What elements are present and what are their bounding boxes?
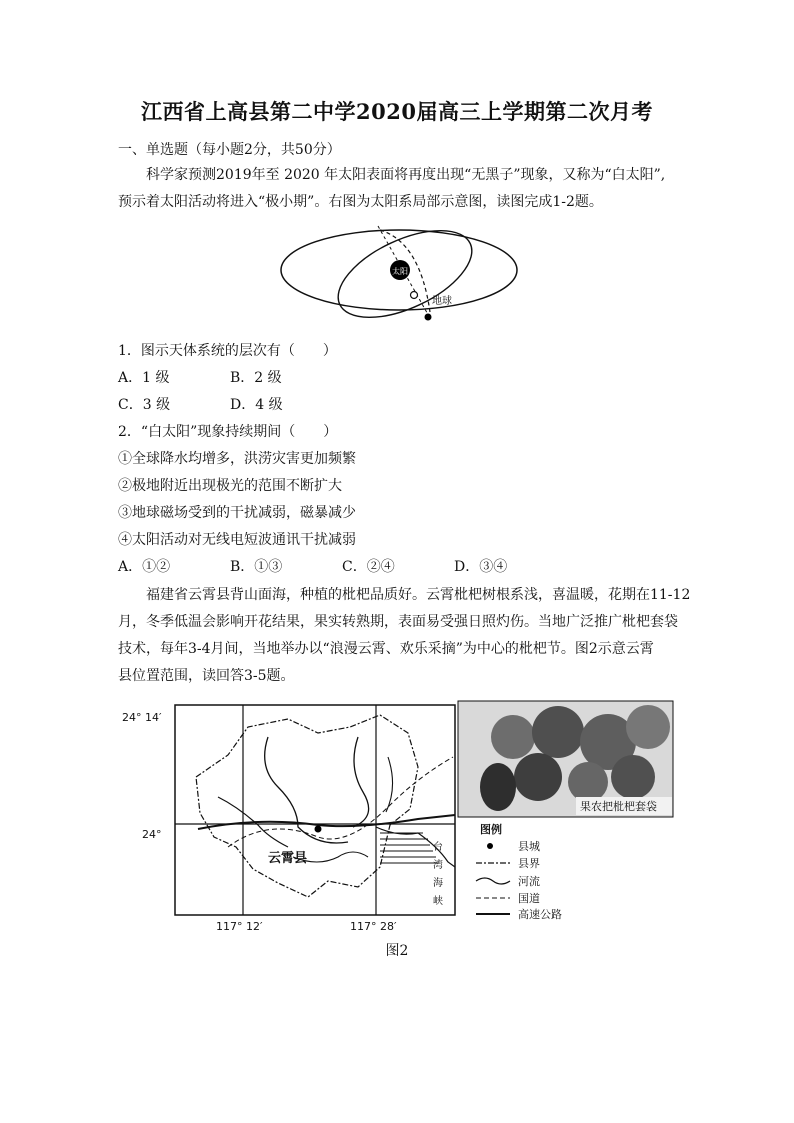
lon-label-right: 117° 28′ [350,920,397,933]
legend-expressway: 高速公路 [518,908,562,921]
lat-label-top: 24° 14′ [122,711,162,724]
legend-national-road: 国道 [518,892,540,905]
lon-label-left: 117° 12′ [216,920,263,933]
page-title: 江西省上高县第二中学2020届高三上学期第二次月考 [141,99,653,124]
planet-marker [411,292,418,299]
strait-char-4: 峡 [433,896,443,907]
q1-option-c: C．3 级 [118,397,171,413]
q2-item-2: ②极地附近出现极光的范围不断扩大 [118,478,342,494]
q2-option-c: C．②④ [342,559,395,575]
county-name-label: 云霄县 [268,851,308,866]
legend-river: 河流 [518,875,540,888]
figure2-caption: 图2 [385,943,409,959]
earth-label: 地球 [432,296,452,307]
legend-title: 图例 [480,823,502,836]
passage2-line3: 技术，每年3-4月间，当地举办以“浪漫云霄、欢乐采摘”为中心的枇杷节。图2示意云霄 [118,641,654,657]
q2-item-3: ③地球磁场受到的干扰减弱，磁暴减少 [118,505,356,521]
legend-county-seat: 县城 [518,840,540,853]
legend-county-seat-symbol [487,843,493,849]
strait-char-2: 湾 [433,860,443,871]
q2-item-4: ④太阳活动对无线电短波通讯干扰减弱 [118,532,356,548]
county-seat-marker [315,826,322,833]
q1-stem: 1．图示天体系统的层次有（ ） [118,343,337,359]
passage2-line4: 县位置范围，读回答3-5题。 [118,668,295,684]
yunxiao-map-figure [118,697,678,935]
passage2-line1: 福建省云霄县背山面海，种植的枇杷品质好。云霄枇杷树根系浅，喜温暖，花期在11-12 [146,587,691,603]
lat-label-mid: 24° [142,828,162,841]
passage2-line2: 月，冬季低温会影响开花结果，果实转熟期，表面易受强日照灼伤。当地广泛推广枇杷套袋 [118,614,678,630]
q2-stem: 2．“白太阳”现象持续期间（ ） [118,424,338,440]
q2-item-1: ①全球降水均增多，洪涝灾害更加频繁 [118,451,356,467]
legend-boundary: 县界 [518,857,540,870]
q2-option-a: A．①② [118,559,171,575]
strait-char-1: 台 [433,842,443,853]
q2-option-d: D．③④ [454,559,508,575]
earth-marker [425,314,432,321]
map-frame [175,705,455,915]
section-heading: 一、单选题（每小题2分，共50分） [118,142,341,158]
q1-option-d: D．4 级 [230,397,283,413]
solar-system-diagram [270,212,530,330]
legend-river-symbol [476,878,510,884]
passage1-line2: 预示着太阳活动将进入“极小期”。右图为太阳系局部示意图，读图完成1-2题。 [118,194,603,210]
q1-option-a: A．1 级 [118,370,170,386]
strait-char-3: 海 [433,878,443,889]
sun-label: 太阳 [392,267,408,276]
photo-caption: 果农把枇杷套袋 [580,800,657,813]
q2-option-b: B．①③ [230,559,283,575]
passage1-line1: 科学家预测2019年至 2020 年太阳表面将再度出现“无黑子”现象，又称为“白太阳”, [146,167,666,183]
q1-option-b: B．2 级 [230,370,282,386]
